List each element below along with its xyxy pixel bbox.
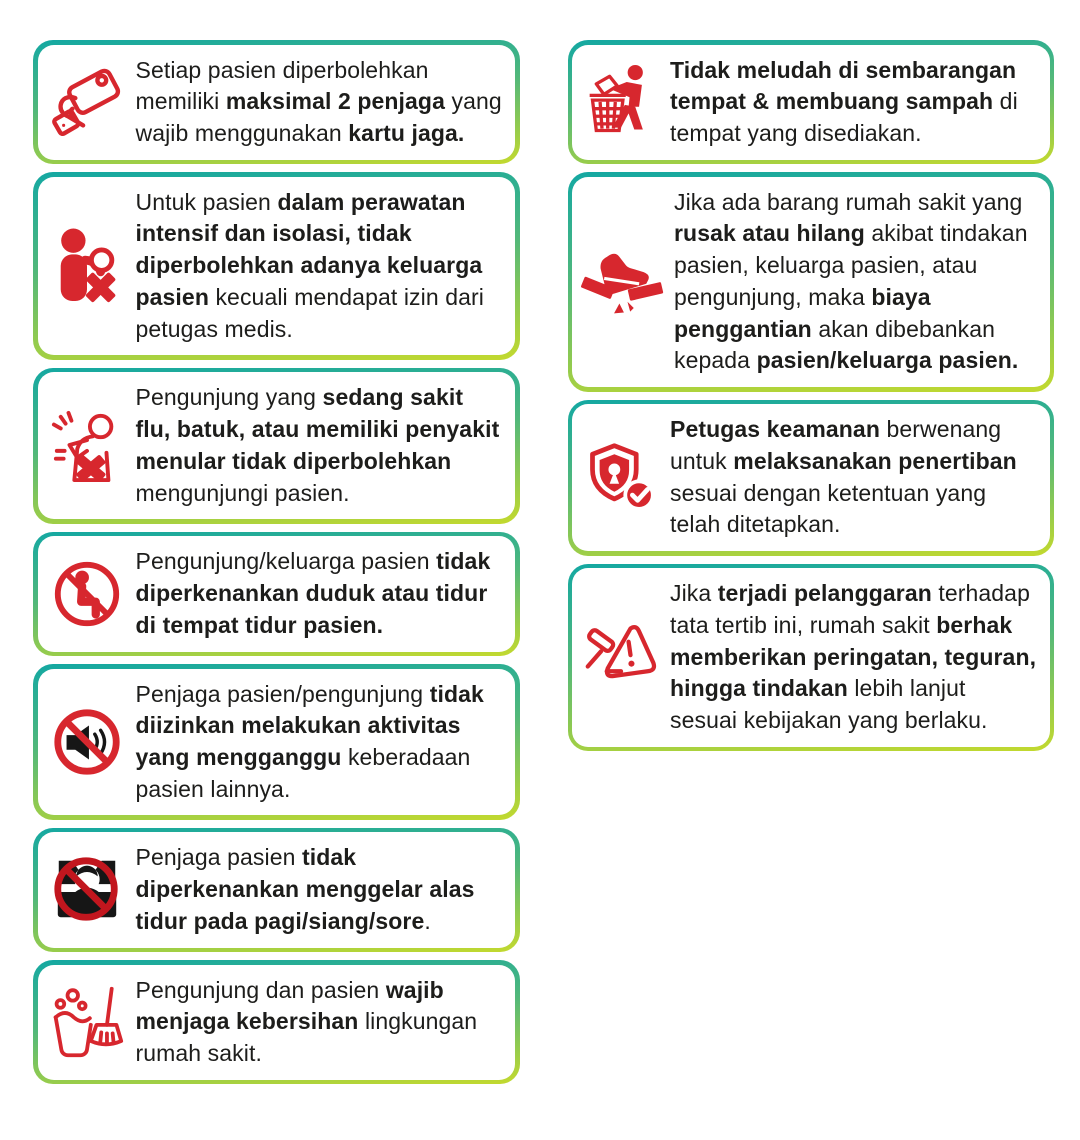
right-column: [568, 40, 1055, 751]
rule-text: Penjaga pasien/pengunjung tidak diizinkan melakukan aktivitas yang mengganggu keberadaan pasien lainnya.: [135, 680, 484, 802]
rule-card-no-sitting: [33, 532, 520, 656]
left-column: [33, 40, 520, 1084]
broken-property-icon: [580, 244, 666, 320]
no-bedding-icon: [46, 853, 128, 927]
rule-card-violation: [568, 564, 1055, 752]
rule-card-no-bedding: [33, 828, 520, 952]
security-shield-check-icon: [580, 440, 662, 516]
no-family-visit-icon: [46, 225, 128, 307]
rule-text: Untuk pasien dalam perawatan intensif dan isolasi, tidak diperbolehkan adanya keluarga pasien kecuali mendapat izin dari petugas medis.: [135, 188, 484, 342]
rule-text: Setiap pasien diperbolehkan memiliki maksimal 2 penjaga yang wajib menggunakan kartu jaga.: [135, 56, 502, 146]
violation-gavel-warning-icon: [580, 619, 662, 695]
rule-card-intensive-isolation: [33, 172, 520, 360]
rule-card-sick-visitors: [33, 368, 520, 524]
rule-card-max-two-guards: [33, 40, 520, 164]
visitor-card-hand-icon: [46, 65, 128, 139]
rule-text: Pengunjung/keluarga pasien tidak diperkenankan duduk atau tidur di tempat tidur pasien.: [135, 548, 491, 638]
no-sitting-icon: [46, 557, 128, 631]
no-noise-icon: [46, 705, 128, 779]
rule-card-no-spitting: [568, 40, 1055, 164]
rule-text: Jika ada barang rumah sakit yang rusak atau hilang akibat tindakan pasien, keluarga pasien, atau pengunjung, maka biaya penggantian akan dibebankan kepada pasien/keluarga pasien.: [674, 188, 1028, 374]
rule-card-no-noise: [33, 664, 520, 820]
rule-text: Jika terjadi pelanggaran terhadap tata tertib ini, rumah sakit berhak memberikan peringatan, teguran, hingga tindakan lebih lanjut sesuai kebijakan yang berlaku.: [670, 580, 1037, 733]
rule-card-replacement-cost: [568, 172, 1055, 391]
cleaning-bucket-broom-icon: [46, 983, 128, 1061]
rule-text: Pengunjung yang sedang sakit flu, batuk, atau memiliki penyakit menular tidak diperbolehkan mengunjungi pasien.: [135, 384, 500, 506]
rule-text: Pengunjung dan pasien wajib menjaga kebersihan lingkungan rumah sakit.: [135, 976, 478, 1067]
rule-card-keep-clean: [33, 960, 520, 1084]
rule-text: Tidak meludah di sembarangan tempat & membuang sampah di tempat yang disediakan.: [670, 56, 1018, 146]
rule-text: Petugas keamanan berwenang untuk melaksanakan penertiban sesuai dengan ketentuan yang telah ditetapkan.: [670, 416, 1017, 538]
sick-visitor-icon: [46, 408, 128, 484]
dispose-trash-icon: [580, 63, 662, 141]
rule-card-security: [568, 400, 1055, 556]
rule-text: Penjaga pasien tidak diperkenankan menggelar alas tidur pada pagi/siang/sore.: [135, 844, 475, 934]
